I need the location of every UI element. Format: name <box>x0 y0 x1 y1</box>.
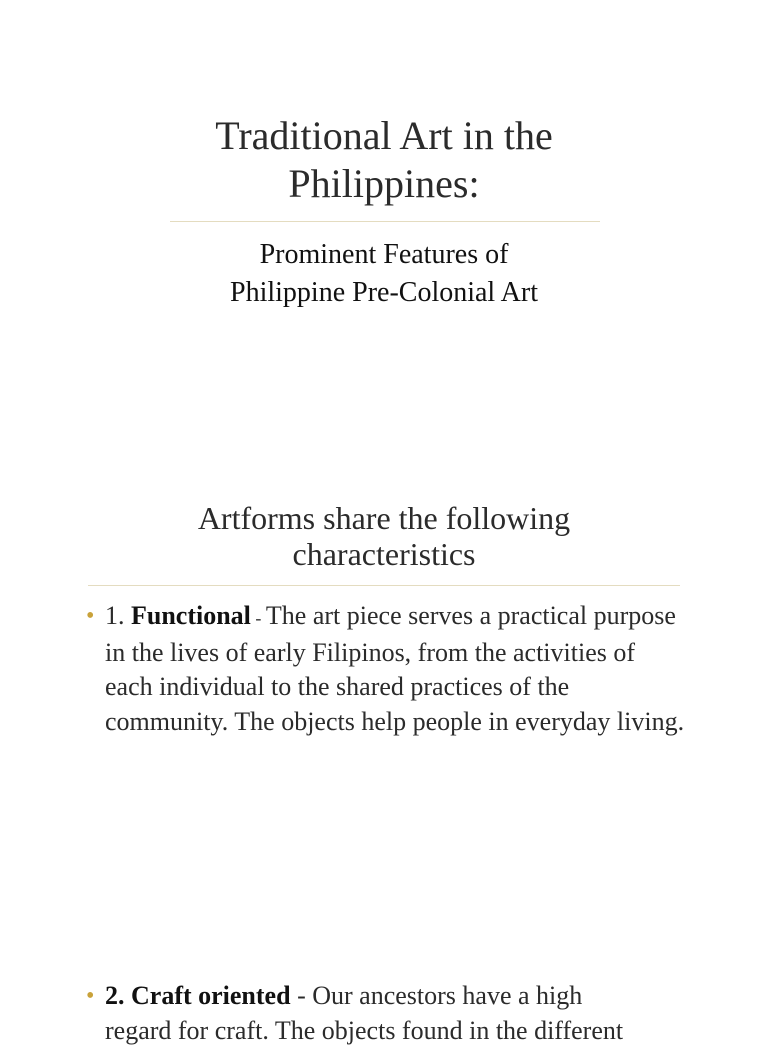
slide-heading-line-2: characteristics <box>292 536 476 572</box>
bullet-term: Functional <box>131 601 251 630</box>
bullet-description: The art piece serves a practical purpose in the lives of early Filipinos, from the activities of each individual to the shared practices of the community. The objects help people in everyday living. <box>105 601 685 736</box>
bullet-cut-text: regard for craft. The objects found in the different <box>105 1016 624 1045</box>
heading-divider <box>88 585 680 586</box>
bullet-description: Our ancestors have a high <box>312 981 583 1010</box>
slide-1 <box>0 0 768 460</box>
list-item <box>86 599 686 739</box>
bullet-text <box>86 599 686 739</box>
slide-title-line-1: Traditional Art in the <box>215 113 553 158</box>
bullet-term: 2. Craft oriented <box>105 981 291 1010</box>
bullet-number: 1. <box>105 601 131 630</box>
slide-heading <box>0 500 768 572</box>
bullet-dash: - <box>290 981 313 1010</box>
slide-title <box>0 112 768 208</box>
slide-subtitle-line-1: Prominent Features of <box>259 239 509 270</box>
list-item <box>86 979 686 1014</box>
slide-subtitle <box>0 236 768 312</box>
bullet-marker-icon: • <box>86 603 95 629</box>
bullet-dash: - <box>250 608 266 628</box>
slide-title-line-2: Philippines: <box>288 161 480 206</box>
title-divider <box>170 221 600 222</box>
slide-heading-line-1: Artforms share the following <box>197 500 571 536</box>
slide-2 <box>0 460 768 1045</box>
bullet-marker-icon: • <box>86 983 95 1009</box>
bullet-text <box>86 979 686 1014</box>
bullet-cut-line <box>105 1016 705 1045</box>
slide-subtitle-line-2: Philippine Pre-Colonial Art <box>230 277 538 308</box>
